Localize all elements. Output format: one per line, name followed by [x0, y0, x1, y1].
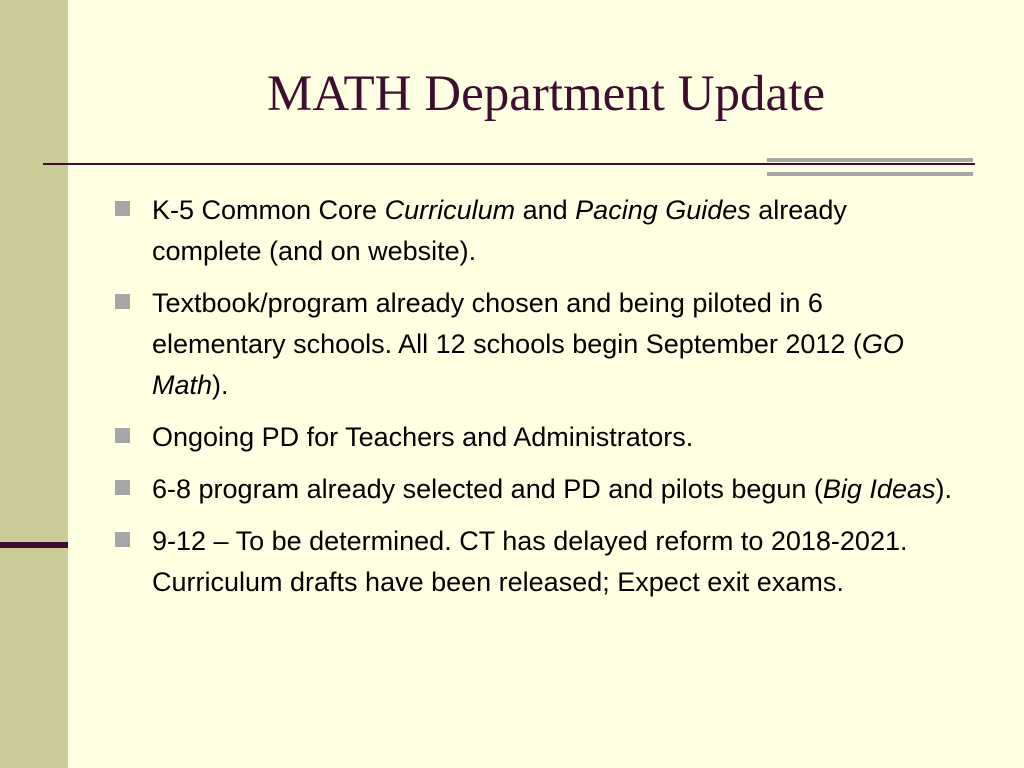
bullet-item-k5-curriculum	[110, 190, 960, 272]
bullet-text: Ongoing PD for Teachers and Administrators.	[152, 422, 694, 452]
bullet-text: 6-8 program already selected and PD and pilots begun (Big Ideas).	[152, 474, 952, 504]
side-bar-divider	[0, 542, 68, 548]
accent-bar-bottom	[767, 172, 973, 176]
bullet-text: Textbook/program already chosen and being piloted in 6 elementary schools. All 12 schools begin September 2012 (GO Math).	[152, 288, 904, 400]
bullet-item-textbook-program	[110, 283, 960, 406]
bullet-item-ongoing-pd	[110, 417, 960, 458]
square-bullet-icon	[115, 480, 130, 495]
slide-title: MATH Department Update	[266, 66, 825, 122]
bullet-item-6-8-program	[110, 469, 960, 510]
bullet-item-9-12	[110, 521, 960, 603]
square-bullet-icon	[115, 532, 130, 547]
square-bullet-icon	[115, 201, 130, 216]
square-bullet-icon	[115, 428, 130, 443]
bullet-text: K-5 Common Core Curriculum and Pacing Guides already complete (and on website).	[152, 195, 847, 266]
slide-side-bar	[0, 0, 68, 768]
bullet-list	[110, 190, 960, 614]
accent-bar-top	[767, 158, 973, 162]
bullet-text: 9-12 – To be determined. CT has delayed reform to 2018-2021. Curriculum drafts have been released; Expect exit exams.	[152, 526, 908, 597]
title-underline	[43, 163, 975, 165]
square-bullet-icon	[115, 294, 130, 309]
